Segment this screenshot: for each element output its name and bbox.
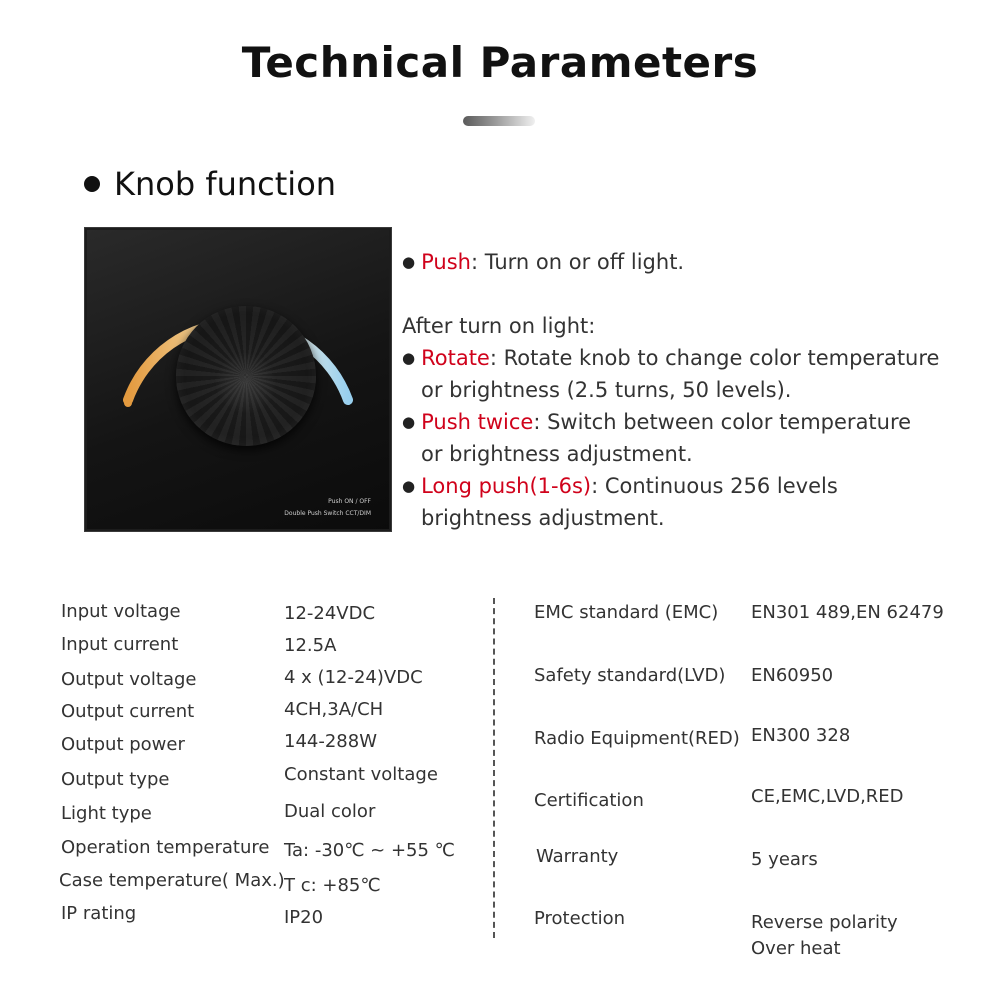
spec-value: EN300 328 (751, 725, 851, 746)
spec-value: IP20 (284, 907, 324, 928)
spec-label: Operation temperature (61, 837, 270, 858)
spec-value: 4CH,3A/CH (284, 699, 384, 720)
spec-value: EN60950 (751, 665, 834, 686)
knob-panel-image (84, 227, 392, 532)
section-heading (84, 165, 336, 203)
long-push-function: ● Long push(1-6s): Continuous 256 levels (402, 474, 838, 498)
spec-value: Constant voltage (284, 764, 438, 785)
page-title: Technical Parameters (241, 38, 759, 87)
long-push-function-cont: brightness adjustment. (421, 506, 665, 530)
bullet-icon (84, 176, 100, 192)
panel-label-double-push: Double Push Switch CCT/DIM (284, 510, 371, 517)
spec-value: 4 x (12-24)VDC (284, 667, 423, 688)
spec-value: 5 years (751, 849, 818, 870)
spec-label: Case temperature( Max.) (59, 870, 285, 891)
push-twice-function-cont: or brightness adjustment. (421, 442, 693, 466)
spec-label: Input current (61, 634, 179, 655)
spec-value: CE,EMC,LVD,RED (751, 786, 904, 807)
after-turn-on-label: After turn on light: (402, 314, 596, 338)
spec-value: T c: +85℃ (284, 875, 381, 896)
bullet-icon: ● (402, 477, 416, 495)
spec-label: EMC standard (EMC) (534, 602, 719, 623)
table-divider (493, 598, 495, 938)
bullet-icon: ● (402, 253, 416, 271)
spec-label: Light type (61, 803, 152, 824)
bullet-icon: ● (402, 413, 416, 431)
push-twice-function: ● Push twice: Switch between color temperature (402, 410, 912, 434)
spec-label: Output type (61, 769, 170, 790)
spec-label: Warranty (536, 846, 619, 867)
rotary-knob (176, 306, 316, 446)
section-heading-text: Knob function (114, 165, 337, 203)
spec-label: Output power (61, 734, 185, 755)
spec-label: Output current (61, 701, 195, 722)
spec-label: Input voltage (61, 601, 181, 622)
spec-value: 144-288W (284, 731, 378, 752)
spec-label: Certification (534, 790, 644, 811)
spec-label: Output voltage (61, 669, 197, 690)
spec-label: Safety standard(LVD) (534, 665, 726, 686)
panel-label-push: Push ON / OFF (328, 498, 371, 505)
spec-value: EN301 489,EN 62479 (751, 602, 944, 623)
rotate-function-cont: or brightness (2.5 turns, 50 levels). (421, 378, 792, 402)
spec-value: 12-24VDC (284, 603, 376, 624)
rotate-function: ● Rotate: Rotate knob to change color temperature (402, 346, 940, 370)
title-underline (463, 116, 535, 126)
spec-value: 12.5A (284, 635, 337, 656)
bullet-icon: ● (402, 349, 416, 367)
push-function: ● Push: Turn on or off light. (402, 250, 685, 274)
spec-label: IP rating (61, 903, 137, 924)
spec-value: Over heat (751, 938, 841, 959)
spec-value: Ta: -30℃ ~ +55 ℃ (284, 840, 455, 861)
spec-value: Reverse polarity (751, 912, 898, 933)
spec-label: Radio Equipment(RED) (534, 728, 740, 749)
spec-value: Dual color (284, 801, 376, 822)
spec-label: Protection (534, 908, 626, 929)
